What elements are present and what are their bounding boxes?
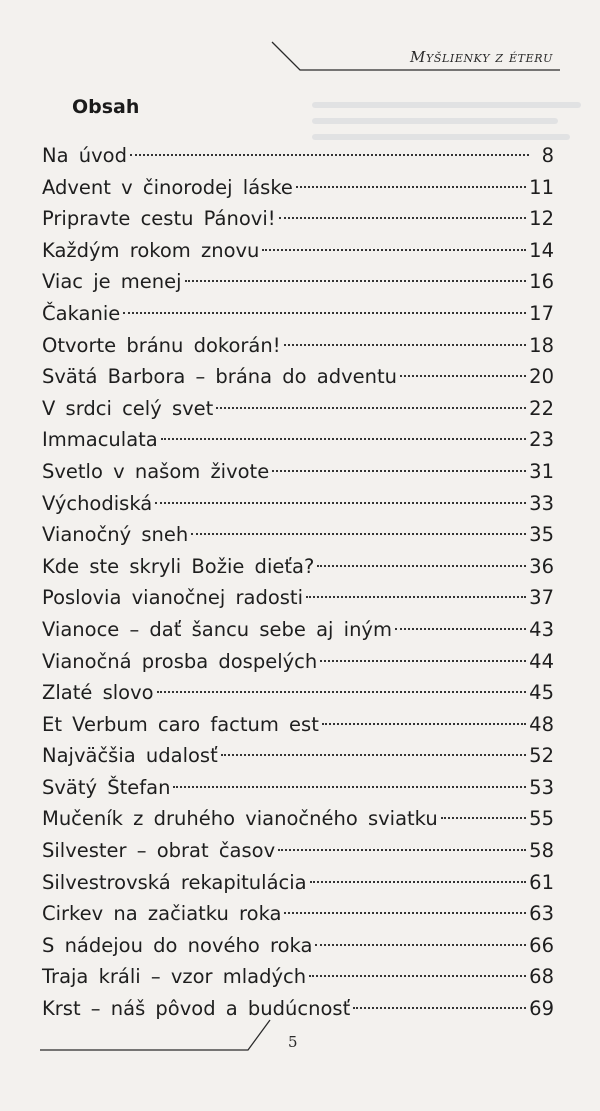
toc-entry-page: 66: [529, 933, 554, 957]
toc-entry-page: 8: [541, 144, 554, 167]
toc-entry-title: Vianočná prosba dospelých: [42, 649, 318, 673]
toc-entry-title: Mučeník z druhého vianočného sviatku: [42, 807, 438, 831]
running-header: Myšlienky z éteru: [410, 48, 553, 66]
toc-entry: [42, 582, 554, 614]
toc-entry: [42, 361, 554, 393]
toc-dot-leader: [173, 786, 526, 788]
toc-dot-leader: [185, 280, 527, 282]
toc-entry-title: Zlaté slovo: [42, 681, 154, 705]
toc-entry-title: V srdci celý svet: [42, 396, 214, 420]
toc-entry: [42, 677, 554, 709]
toc-entry: [42, 867, 554, 899]
toc-entry-title: Svätá Barbora – brána do adventu: [42, 365, 398, 389]
toc-entry-page: 36: [529, 554, 554, 578]
toc-dot-leader: [310, 881, 527, 883]
toc-entry-page: 16: [529, 270, 554, 294]
toc-entry-page: 63: [529, 902, 554, 926]
toc-entry-page: 11: [529, 175, 554, 199]
toc-dot-leader: [191, 533, 526, 535]
toc-entry: [42, 898, 554, 930]
toc-entry: [42, 519, 554, 551]
toc-entry: [42, 803, 554, 835]
toc-entry-page: 44: [529, 649, 554, 673]
toc-entry: [42, 330, 554, 362]
toc-heading: Obsah: [72, 96, 140, 118]
toc-dot-leader: [284, 344, 527, 346]
toc-entry-title: Otvorte bránu dokorán!: [42, 333, 281, 357]
toc-entry: [42, 488, 554, 520]
toc-entry: [42, 646, 554, 678]
toc-entry-title: Viac je menej: [42, 270, 182, 294]
toc-dot-leader: [157, 691, 527, 693]
toc-entry-title: Na úvod: [42, 144, 127, 167]
toc-entry-title: Kde ste skryli Božie dieťa?: [42, 554, 315, 578]
toc-dot-leader: [216, 407, 526, 409]
toc-dot-leader: [441, 817, 526, 819]
toc-entry-page: 43: [529, 617, 554, 641]
toc-entry: [42, 266, 554, 298]
toc-entry-page: 69: [529, 997, 554, 1021]
toc-dot-leader: [315, 944, 526, 946]
toc-entry-page: 37: [529, 586, 554, 610]
toc-entry: [42, 961, 554, 993]
toc-entry-title: Traja králi – vzor mladých: [42, 965, 307, 989]
toc-entry-title: Cirkev na začiatku roka: [42, 902, 282, 926]
toc-dot-leader: [284, 912, 526, 914]
toc-entry: [42, 298, 554, 330]
toc-entry-title: Čakanie: [42, 301, 121, 325]
toc-entry: [42, 140, 554, 172]
toc-entry-page: 58: [529, 839, 554, 863]
toc-dot-leader: [130, 154, 529, 156]
toc-entry-title: Východiská: [42, 491, 153, 515]
toc-entry-title: Silvestrovská rekapitulácia: [42, 870, 307, 894]
toc-entry-page: 23: [529, 428, 554, 452]
toc-entry-title: Svetlo v našom živote: [42, 459, 270, 483]
toc-entry-page: 53: [529, 775, 554, 799]
toc-entry: [42, 709, 554, 741]
toc-entry-page: 17: [529, 301, 554, 325]
toc-entry-page: 61: [529, 870, 554, 894]
toc-entry-page: 55: [529, 807, 554, 831]
toc-entry-page: 52: [529, 744, 554, 768]
toc-dot-leader: [317, 565, 526, 567]
toc-entry-title: Krst – náš pôvod a budúcnosť: [42, 997, 351, 1021]
toc-dot-leader: [278, 849, 526, 851]
toc-dot-leader: [221, 754, 526, 756]
toc-entry: [42, 203, 554, 235]
toc-entry: [42, 235, 554, 267]
toc-entry: [42, 614, 554, 646]
toc-entry-title: Najväčšia udalosť: [42, 744, 218, 768]
toc-dot-leader: [161, 438, 526, 440]
toc-entry-title: Vianočný sneh: [42, 523, 189, 547]
toc-entry-title: Každým rokom znovu: [42, 238, 260, 262]
toc-entry: [42, 930, 554, 962]
toc-entry: [42, 772, 554, 804]
toc-entry-title: Poslovia vianočnej radosti: [42, 586, 303, 610]
toc-entry: [42, 172, 554, 204]
toc-entry-title: Immaculata: [42, 428, 158, 452]
toc-entry-title: S nádejou do nového roka: [42, 933, 313, 957]
toc-dot-leader: [400, 375, 526, 377]
toc-entry-page: 31: [529, 459, 554, 483]
toc-entry: [42, 835, 554, 867]
toc-list: [42, 140, 554, 1025]
toc-entry-page: 33: [529, 491, 554, 515]
toc-entry-title: Et Verbum caro factum est: [42, 712, 319, 736]
page-number: 5: [288, 1033, 298, 1051]
toc-dot-leader: [322, 723, 526, 725]
toc-entry-page: 12: [529, 207, 554, 231]
toc-entry: [42, 456, 554, 488]
toc-dot-leader: [272, 470, 526, 472]
toc-dot-leader: [155, 502, 526, 504]
toc-entry-page: 18: [529, 333, 554, 357]
toc-entry-page: 48: [529, 712, 554, 736]
footer-rule: [40, 1012, 280, 1052]
toc-entry-page: 68: [529, 965, 554, 989]
toc-entry: [42, 740, 554, 772]
toc-dot-leader: [353, 1007, 526, 1009]
toc-entry-page: 20: [529, 365, 554, 389]
toc-dot-leader: [395, 628, 526, 630]
toc-entry-title: Silvester – obrat časov: [42, 839, 276, 863]
toc-entry-title: Svätý Štefan: [42, 775, 171, 799]
toc-entry: [42, 393, 554, 425]
toc-dot-leader: [123, 312, 526, 314]
toc-entry-title: Advent v činorodej láske: [42, 175, 293, 199]
toc-dot-leader: [306, 596, 526, 598]
toc-entry-page: 35: [529, 523, 554, 547]
toc-dot-leader: [296, 186, 526, 188]
toc-entry-page: 45: [529, 681, 554, 705]
toc-entry-page: 22: [529, 396, 554, 420]
toc-dot-leader: [262, 249, 526, 251]
toc-entry: [42, 551, 554, 583]
toc-entry-title: Pripravte cestu Pánovi!: [42, 207, 276, 231]
toc-dot-leader: [320, 660, 526, 662]
toc-dot-leader: [279, 217, 527, 219]
toc-entry-page: 14: [529, 238, 554, 262]
toc-entry: [42, 424, 554, 456]
toc-entry-title: Vianoce – dať šancu sebe aj iným: [42, 617, 392, 641]
toc-dot-leader: [309, 975, 526, 977]
